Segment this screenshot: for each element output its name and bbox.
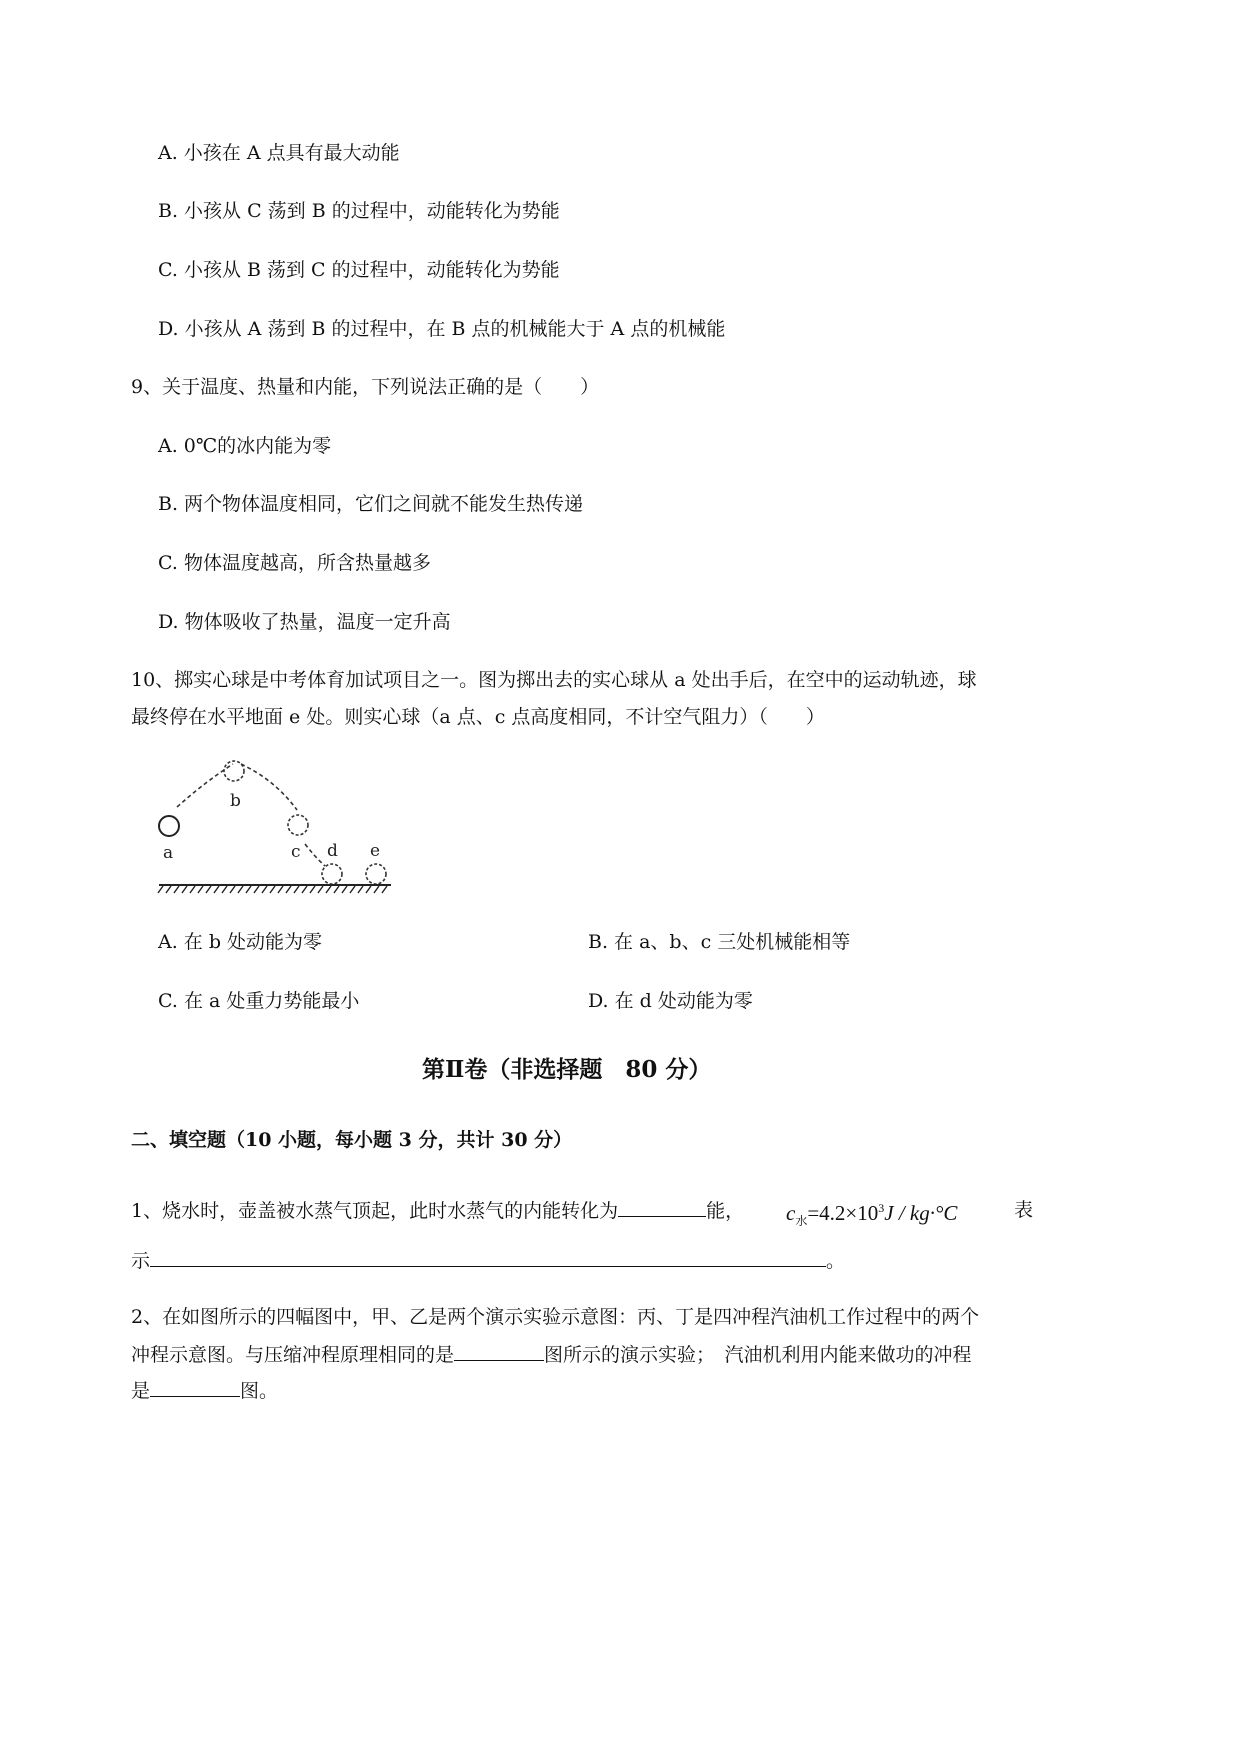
fill1-text-4: 示 — [131, 1250, 151, 1272]
q8-option-b: B. 小孩从 C 荡到 B 的过程中，动能转化为势能 — [158, 200, 560, 222]
q10-option-c: C. 在 a 处重力势能最小 — [158, 990, 360, 1012]
q8-option-a: A. 小孩在 A 点具有最大动能 — [158, 142, 400, 164]
q9-option-b: B. 两个物体温度相同，它们之间就不能发生热传递 — [158, 493, 584, 515]
ball-e — [366, 864, 386, 884]
formula-eq: =4.2×10 — [807, 1201, 879, 1225]
ball-a — [159, 816, 179, 836]
trajectory-diagram — [155, 752, 405, 897]
fill2-text-b: 图所示的演示实验； 汽油机利用内能来做功的冲程 — [544, 1344, 972, 1366]
fill1-blank-1[interactable] — [618, 1198, 706, 1217]
trajectory-path-bounce — [305, 844, 325, 866]
fill1-line2 — [131, 1248, 845, 1273]
q9-option-d: D. 物体吸收了热量，温度一定升高 — [158, 611, 451, 633]
fill2-blank-2[interactable] — [150, 1378, 240, 1397]
fill2-text-c: 是 — [131, 1380, 151, 1402]
trajectory-path-down — [241, 764, 297, 810]
formula-c: c — [786, 1201, 796, 1225]
label-c: c — [291, 842, 301, 862]
q10-stem-line2: 最终停在水平地面 e 处。则实心球（a 点、c 点高度相同，不计空气阻力）（ ） — [131, 706, 825, 728]
q10-option-b: B. 在 a、b、c 三处机械能相等 — [588, 931, 851, 953]
fill2-text-d: 图。 — [240, 1380, 279, 1402]
formula-unit: J / kg·°C — [884, 1201, 958, 1225]
q9-option-c: C. 物体温度越高，所含热量越多 — [158, 552, 431, 574]
fill1-text-2: 能， — [706, 1200, 745, 1222]
fill1-text-1: 1、烧水时，壶盖被水蒸气顶起，此时水蒸气的内能转化为 — [131, 1200, 619, 1222]
fill2-line2 — [131, 1342, 972, 1367]
label-d: d — [327, 841, 338, 861]
q8-option-c: C. 小孩从 B 荡到 C 的过程中，动能转化为势能 — [158, 259, 560, 281]
section-title: 第Ⅱ卷（非选择题 80 分） — [422, 1056, 712, 1083]
label-e: e — [370, 841, 381, 861]
fill2-text-a: 冲程示意图。与压缩冲程原理相同的是 — [131, 1344, 455, 1366]
fill1-end: 。 — [826, 1250, 846, 1272]
specific-heat-formula — [786, 1196, 957, 1233]
q8-option-d: D. 小孩从 A 荡到 B 的过程中，在 B 点的机械能大于 A 点的机械能 — [158, 318, 726, 340]
fill2-line1: 2、在如图所示的四幅图中，甲、乙是两个演示实验示意图：丙、丁是四冲程汽油机工作过程中的两个 — [131, 1306, 980, 1328]
q10-option-a: A. 在 b 处动能为零 — [158, 931, 323, 953]
section-heading: 二、填空题（10 小题，每小题 3 分，共计 30 分） — [131, 1129, 573, 1151]
label-a: a — [163, 843, 174, 863]
q10-option-d: D. 在 d 处动能为零 — [588, 990, 753, 1012]
fill1-text-3: 表 — [1014, 1199, 1034, 1221]
fill1-blank-2[interactable] — [150, 1248, 826, 1267]
fill2-line3 — [131, 1378, 278, 1403]
formula-exp: 3 — [878, 1201, 885, 1215]
label-b: b — [230, 791, 241, 811]
ball-d — [322, 864, 342, 884]
q9-stem: 9、关于温度、热量和内能，下列说法正确的是（ ） — [131, 376, 600, 398]
ball-c — [288, 815, 308, 835]
fill1-line1 — [131, 1198, 744, 1223]
q9-option-a: A. 0℃的冰内能为零 — [158, 435, 332, 457]
formula-sub: 水 — [795, 1214, 808, 1229]
fill2-blank-1[interactable] — [454, 1342, 544, 1361]
q10-stem-line1: 10、掷实心球是中考体育加试项目之一。图为掷出去的实心球从 a 处出手后，在空中的运动轨迹，球 — [131, 669, 977, 691]
